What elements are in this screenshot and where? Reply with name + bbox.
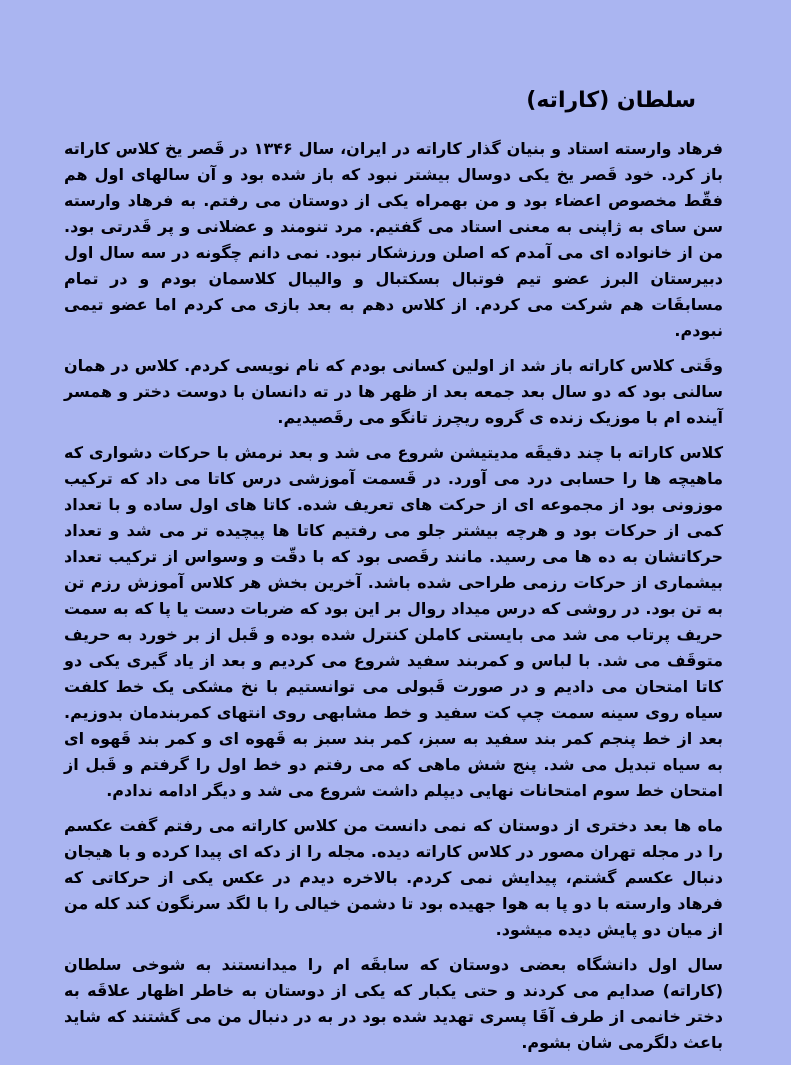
paragraph-magazine-photo: ماه ها بعد دختری از دوستان که نمی دانست من کلاس کاراته می رفتم گفت عکسم را در مجله تهران مصور در کلاس کاراته دیده. مجله را از دکه ای پیدا کرده و با هیجان دنبال عکسم گشتم، پیدایش نمی کردم. بالاخره دیدم در عکس یکی از حرکاتی که فرهاد وارسته با دو پا به هوا جهیده بود تا دشمن خیالی را با لگد سرنگون کند کله من از میان دو پایش دیده میشود. (64, 816, 723, 939)
paragraph-class-routine-belts: کلاس کاراته با چند دقیقَه مدیتیشن شروع می شد و بعد نرمش با حرکات دشواری که ماهیچه ها را حسابی درد می آورد. در قَسمت آموزشی درس کاتا می داد که ترکیب موزونی بود از مجموعه ای از حرکت های تعریف شده. کاتا های اول ساده و با تعداد کمی از حرکات بود و هرچه بیشتر جلو می رفتیم کاتا ها پیچیده تر می شد و تعداد حرکاتشان به ده ها می رسید. مانند رقَصی بود که با دقّت و وسواس از ترکیب تعداد بیشماری از حرکات رزمی طراحی شده باشد. آخرین بخش هر کلاس آموزش رزم تن به تن بود. در روشی که درس میداد روال بر این بود که ضربات دست یا پا که به سمت حریف پرتاب می شد می بایستی کاملن کنترل شده بوده و قَبل از بر خورد به حریف متوقَف می شد. با لباس و کمربند سفید شروع می کردیم و بعد از یاد گیری یکی دو کاتا امتحان می دادیم و در صورت قَبولی می توانستیم با نخ مشکی یک خط کلفت سیاه روی سینه سمت چپ کت سفید و خط مشابهی روی انتهای کمربندمان بدوزیم. بعد از خط پنجم کمر بند سفید به سبز، کمر بند سبز به قَهوه ای و کمر بند قَهوه ای به سیاه تبدیل می شد. پنج شش ماهی که می رفتم دو خط اول را گرفتم و قَبل از امتحان خط سوم امتحانات نهایی دیپلم داشت شروع می شد و دیگر ادامه ندادم. (64, 443, 723, 800)
paragraph-class-signup: وقَتی کلاس کاراته باز شد از اولین کسانی بودم که نام نویسی کردم. کلاس در همان سالنی بود که دو سال بعد جمعه بعد از ظهر ها در ته دانسان با دوست دختر و همسر آینده ام با موزیک زنده ی گروه ریچرز تانگو می رقَصیدیم. (64, 356, 723, 427)
paragraph-university-nickname: سال اول دانشگاه بعضی دوستان که سابقَه ام را میدانستند به شوخی سلطان (کاراته) صدایم می کردند و حتی یکبار که یکی از دوستان به خاطر اظهار علاقَه به دختر خانمی از طرف آقَا پسری تهدید شده بود در به در دنبال من می گشتند که شاید باعث دلگرمی شان بشوم. (64, 955, 723, 1052)
paragraph-intro-farhad-varasteh: فرهاد وارسته استاد و بنیان گذار کاراته در ایران، سال ۱۳۴۶ در قَصر یخ کلاس کاراته باز کرد. خود قَصر یخ یکی دوسال بیشتر نبود که باز شده بود و آن سالهای اول هم فقّط مخصوص اعضاء بود و من بهمراه یکی از دوستان می رفتم. به فرهاد وارسته سن سای به ژاپنی به معنی استاد می گفتیم. مرد تنومند و عضلانی و پر قَدرتی بود. من از خانواده ای می آمدم که اصلن ورزشکار نبود. نمی دانم چگونه در سه سال اول دبیرستان البرز عضو تیم فوتبال بسکتبال و والیبال کلاسمان بودم و در تمام مسابقَات هم شرکت می کردم. از کلاس دهم به بعد بازی می کردم اما عضو تیمی نبودم. (64, 139, 724, 340)
document-title: سلطان (کاراته) (526, 88, 696, 113)
